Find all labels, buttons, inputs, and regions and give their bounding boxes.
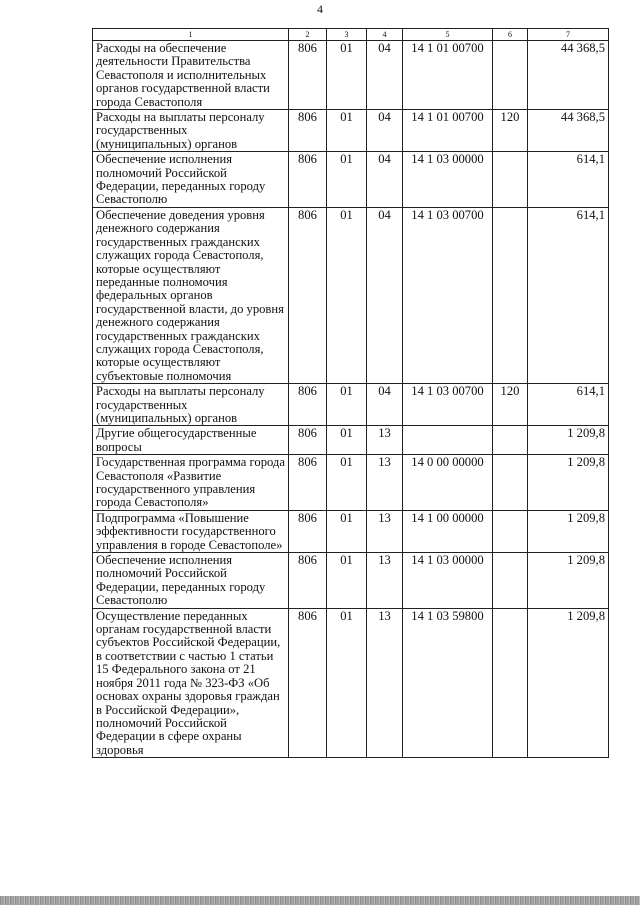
subsection-code: 04 bbox=[367, 207, 403, 383]
subsection-code: 13 bbox=[367, 426, 403, 455]
amount: 614,1 bbox=[528, 152, 609, 208]
section-code: 01 bbox=[327, 207, 367, 383]
table-row bbox=[93, 207, 609, 383]
column-number: 6 bbox=[493, 29, 528, 41]
table-row bbox=[93, 41, 609, 110]
expense-type-code bbox=[493, 608, 528, 757]
column-number: 4 bbox=[367, 29, 403, 41]
expense-type-code bbox=[493, 553, 528, 609]
subsection-code: 13 bbox=[367, 553, 403, 609]
amount: 44 368,5 bbox=[528, 110, 609, 152]
section-code: 01 bbox=[327, 426, 367, 455]
expense-type-code: 120 bbox=[493, 384, 528, 426]
target-article-code: 14 1 03 00700 bbox=[403, 207, 493, 383]
target-article-code: 14 0 00 00000 bbox=[403, 455, 493, 511]
table-row bbox=[93, 426, 609, 455]
expense-description: Обеспечение доведения уровня денежного содержания государственных гражданских служащих города Севастополя, которые осуществляют переданные полномочия федеральных органов государственной власти, до уровня денежного содержания государственных гражданских служащих города Севастополя, которые осуществляют субъектовые полномочия bbox=[93, 207, 289, 383]
section-code: 01 bbox=[327, 510, 367, 552]
subsection-code: 13 bbox=[367, 455, 403, 511]
budget-table bbox=[92, 28, 609, 758]
department-code: 806 bbox=[289, 455, 327, 511]
department-code: 806 bbox=[289, 207, 327, 383]
department-code: 806 bbox=[289, 152, 327, 208]
expense-description: Осуществление переданных органам государственной власти субъектов Российской Федерации, в соответствии с частью 1 статьи 15 Федерального закона от 21 ноября 2011 года № 323-ФЗ «Об основах охраны здоровья граждан в Российской Федерации», полномочий Российской Федерации в сфере охраны здоровья bbox=[93, 608, 289, 757]
department-code: 806 bbox=[289, 110, 327, 152]
table-row bbox=[93, 152, 609, 208]
expense-type-code bbox=[493, 207, 528, 383]
amount: 1 209,8 bbox=[528, 510, 609, 552]
expense-description: Расходы на выплаты персоналу государственных (муниципальных) органов bbox=[93, 384, 289, 426]
amount: 1 209,8 bbox=[528, 553, 609, 609]
column-number: 3 bbox=[327, 29, 367, 41]
table-row bbox=[93, 110, 609, 152]
column-number: 2 bbox=[289, 29, 327, 41]
target-article-code: 14 1 03 59800 bbox=[403, 608, 493, 757]
subsection-code: 04 bbox=[367, 384, 403, 426]
department-code: 806 bbox=[289, 384, 327, 426]
target-article-code: 14 1 03 00700 bbox=[403, 384, 493, 426]
target-article-code: 14 1 01 00700 bbox=[403, 110, 493, 152]
column-number-row bbox=[93, 29, 609, 41]
expense-type-code bbox=[493, 426, 528, 455]
expense-description: Обеспечение исполнения полномочий Российской Федерации, переданных городу Севастополю bbox=[93, 152, 289, 208]
expense-type-code: 120 bbox=[493, 110, 528, 152]
expense-description: Обеспечение исполнения полномочий Российской Федерации, переданных городу Севастополю bbox=[93, 553, 289, 609]
subsection-code: 04 bbox=[367, 41, 403, 110]
subsection-code: 13 bbox=[367, 608, 403, 757]
expense-description: Государственная программа города Севастополя «Развитие государственного управления города Севастополя» bbox=[93, 455, 289, 511]
subsection-code: 13 bbox=[367, 510, 403, 552]
subsection-code: 04 bbox=[367, 152, 403, 208]
section-code: 01 bbox=[327, 455, 367, 511]
amount: 614,1 bbox=[528, 384, 609, 426]
table-row bbox=[93, 553, 609, 609]
target-article-code: 14 1 03 00000 bbox=[403, 553, 493, 609]
department-code: 806 bbox=[289, 608, 327, 757]
expense-type-code bbox=[493, 455, 528, 511]
column-number: 7 bbox=[528, 29, 609, 41]
expense-type-code bbox=[493, 152, 528, 208]
expense-type-code bbox=[493, 510, 528, 552]
target-article-code: 14 1 00 00000 bbox=[403, 510, 493, 552]
amount: 1 209,8 bbox=[528, 455, 609, 511]
expense-description: Другие общегосударственные вопросы bbox=[93, 426, 289, 455]
amount: 44 368,5 bbox=[528, 41, 609, 110]
section-code: 01 bbox=[327, 152, 367, 208]
target-article-code: 14 1 03 00000 bbox=[403, 152, 493, 208]
department-code: 806 bbox=[289, 510, 327, 552]
amount: 614,1 bbox=[528, 207, 609, 383]
table-row bbox=[93, 510, 609, 552]
subsection-code: 04 bbox=[367, 110, 403, 152]
target-article-code: 14 1 01 00700 bbox=[403, 41, 493, 110]
section-code: 01 bbox=[327, 41, 367, 110]
amount: 1 209,8 bbox=[528, 426, 609, 455]
section-code: 01 bbox=[327, 608, 367, 757]
department-code: 806 bbox=[289, 553, 327, 609]
column-number: 5 bbox=[403, 29, 493, 41]
section-code: 01 bbox=[327, 553, 367, 609]
expense-type-code bbox=[493, 41, 528, 110]
table-row bbox=[93, 608, 609, 757]
section-code: 01 bbox=[327, 384, 367, 426]
table-row bbox=[93, 384, 609, 426]
column-number: 1 bbox=[93, 29, 289, 41]
department-code: 806 bbox=[289, 41, 327, 110]
expense-description: Расходы на обеспечение деятельности Правительства Севастополя и исполнительных органов государственной власти города Севастополя bbox=[93, 41, 289, 110]
page-number: 4 bbox=[317, 2, 323, 16]
department-code: 806 bbox=[289, 426, 327, 455]
expense-description: Подпрограмма «Повышение эффективности государственного управления в городе Севастополе» bbox=[93, 510, 289, 552]
scan-edge-artifact bbox=[0, 896, 640, 905]
section-code: 01 bbox=[327, 110, 367, 152]
amount: 1 209,8 bbox=[528, 608, 609, 757]
target-article-code bbox=[403, 426, 493, 455]
expense-description: Расходы на выплаты персоналу государственных (муниципальных) органов bbox=[93, 110, 289, 152]
table-row bbox=[93, 455, 609, 511]
